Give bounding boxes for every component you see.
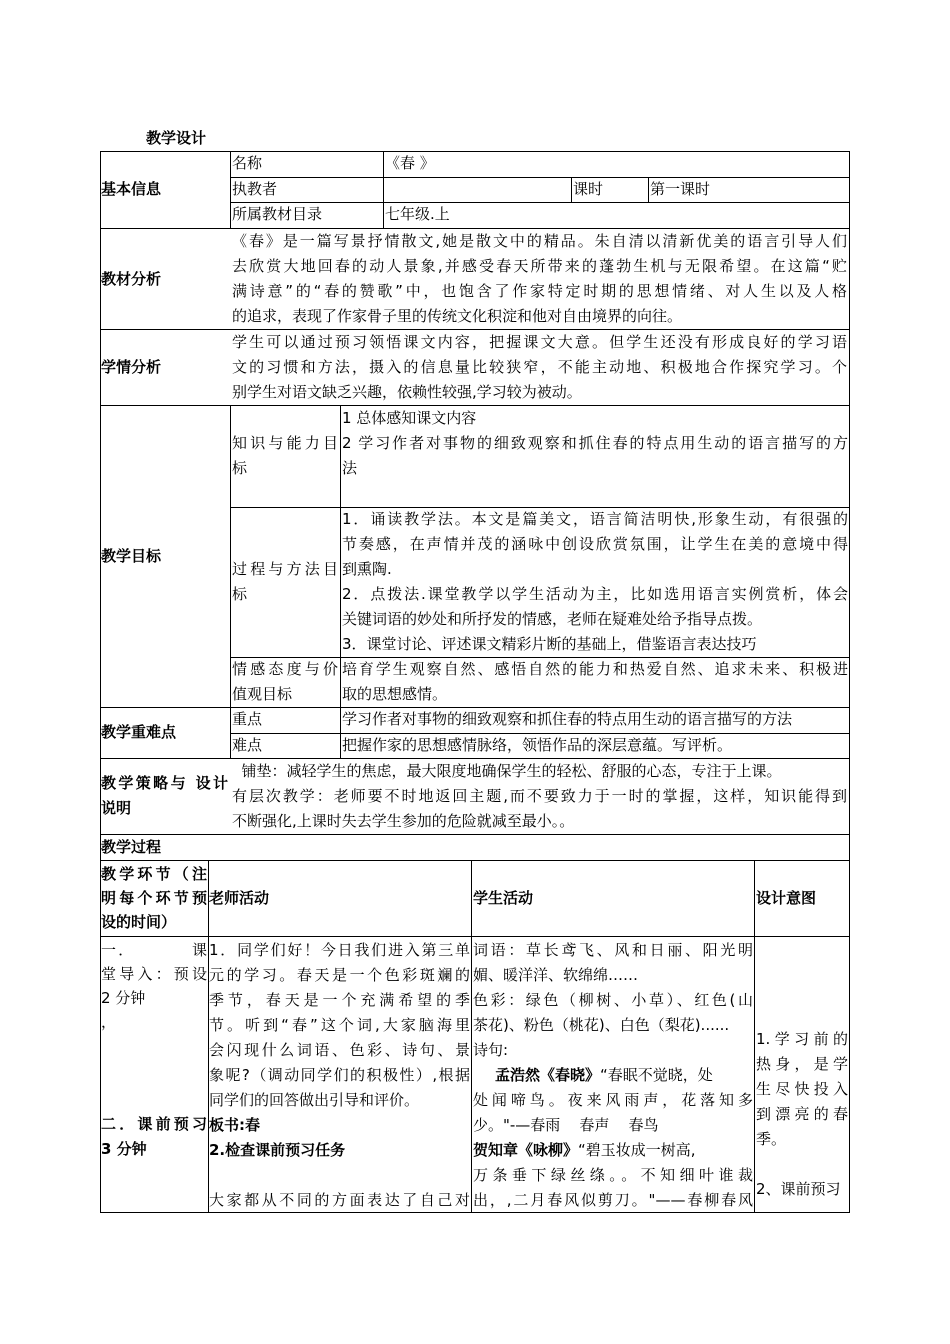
knowledge-goal-label: 知识与能力目 标 — [232, 434, 338, 477]
basic-info-label: 基本信息 — [101, 180, 162, 198]
period-label: 课时 — [573, 180, 604, 198]
strategy-text: 铺垫：减轻学生的焦虑，最大限度地确保学生的轻松、舒服的心态，专注于上课。 有层次教学：老师要不时地返回主题,而不要致力于一时的掌握，这样，知识能得到 不断强化,上课时失去学生参加的危险就减至最小。。 — [232, 762, 847, 830]
phase-1: 一． 课 堂导入：预设 2 分钟 ， — [101, 941, 207, 1031]
teacher-label: 执教者 — [232, 180, 278, 198]
design-intent-text: 1.学习前的 热身，是学 生尽快投入 到漂亮的春 季。 — [756, 1030, 848, 1148]
difficult-value: 把握作家的思想感情脉络，领悟作品的深层意蕴。写评析。 — [342, 736, 733, 754]
process-title: 教学过程 — [101, 838, 162, 856]
phase-header: 教学环节（注 明每个环节预 设的时间） — [101, 865, 207, 931]
key-label: 重点 — [232, 710, 263, 728]
emotion-goal-text: 培育学生观察自然、感悟自然的能力和热爱自然、追求未来、积极进 取的思想感情。 — [342, 660, 848, 703]
document-title: 教学设计 — [146, 129, 207, 147]
catalog-label: 所属教材目录 — [232, 205, 323, 223]
poem-1-line: 孟浩然《春晓》“春眠不觉晓，处 — [495, 1066, 713, 1084]
phase-2: 二．课前预习 3 分钟 — [101, 1115, 207, 1158]
process-goal-text: 1．诵读教学法。本文是篇美文，语言简洁明快,形象生动，有很强的 节奏感，在声情并茂的涵咏中创设欣赏氛围，让学生在美的意境中得 到熏陶. 2．点拨法.课堂教学以学生活动为主，比如选用语言实例赏析，体会 关键词语的妙处和所抒发的情感，老师在疑难处给予指导点拨。 3．课堂讨论、评述课文精彩片断的基础上，借鉴语言表达技巧 — [342, 510, 848, 653]
teaching-goals-label: 教学目标 — [101, 547, 162, 565]
textbook-analysis-label: 教材分析 — [101, 270, 162, 288]
strategy-label: 教学策略与 设计 说明 — [101, 774, 228, 817]
teacher-activity-text: 1．同学们好！今日我们进入第三单 元的学习。春天是一个色彩斑斓的 季节，春天是一个充满希望的季 节。听到“春”这个词,大家脑海里 会闪现什么词语、色彩、诗句、景 象呢?（调动同学们的积极性）,根据 同学们的回答做出引导和评价。 板书:春 2.检查课前预习任务 大家都从不同的方面表达了自己对 — [209, 941, 470, 1209]
name-value: 《春 》 — [385, 154, 435, 172]
key-value: 学习作者对事物的细致观察和抓住春的特点用生动的语言描写的方法 — [342, 710, 793, 728]
knowledge-goal-text: 1 总体感知课文内容 2 学习作者对事物的细致观察和抓住春的特点用生动的语言描写的方 法 — [342, 409, 848, 477]
design-intent-2: 2、课前预习 — [756, 1180, 841, 1198]
student-analysis-label: 学情分析 — [101, 358, 162, 376]
process-goal-label: 过程与方法目 标 — [232, 560, 338, 603]
design-intent-header: 设计意图 — [756, 889, 817, 907]
student-activity-header: 学生活动 — [473, 889, 534, 907]
emotion-goal-label: 情感态度与价 值观目标 — [232, 660, 338, 703]
student-activity-text: 词语：草长鸢飞、风和日丽、阳光明 媚、暖洋洋、软绵绵…… 色彩：绿色（柳树、小草）、红色(山 茶花)、粉色（桃花)、白色（梨花)...... 诗句: 孟浩然《春晓》“春眠不觉晓，处 处闻啼鸟。夜来风雨声，花落知多 少。"-—春雨 春声 春鸟 贺知章《咏柳》“碧玉妆成一树高, 万条垂下绿丝绦。。不知细叶谁裁 出，,二月春风似剪刀。"——春柳春风 — [473, 941, 753, 1209]
textbook-analysis-text: 《春》是一篇写景抒情散文,她是散文中的精品。朱自清以清新优美的语言引导人们 去欣赏大地回春的动人景象,并感受春天所带来的蓬勃生机与无限希望。在这篇“贮 满诗意”的“春的赞歌”中，也饱含了作家特定时期的思想情绪、对人生以及人格 的追求，表现了作家骨子里的传统文化积淀和他对自由境界的向往。 — [232, 232, 847, 325]
poem-2-line: 贺知章《咏柳》“碧玉妆成一树高, — [473, 1141, 696, 1159]
difficult-label: 难点 — [232, 736, 263, 754]
teacher-activity-header: 老师活动 — [209, 889, 270, 907]
key-points-label: 教学重难点 — [101, 723, 177, 741]
period-value: 第一课时 — [650, 180, 711, 198]
catalog-value: 七年级.上 — [385, 205, 450, 223]
name-label: 名称 — [232, 154, 263, 172]
student-analysis-text: 学生可以通过预习领悟课文内容，把握课文大意。但学生还没有形成良好的学习语 文的习惯和方法，摄入的信息量比较狭窄，不能主动地、积极地合作探究学习。个 别学生对语文缺乏兴趣，依赖性较强,学习较为被动。 — [232, 333, 847, 401]
